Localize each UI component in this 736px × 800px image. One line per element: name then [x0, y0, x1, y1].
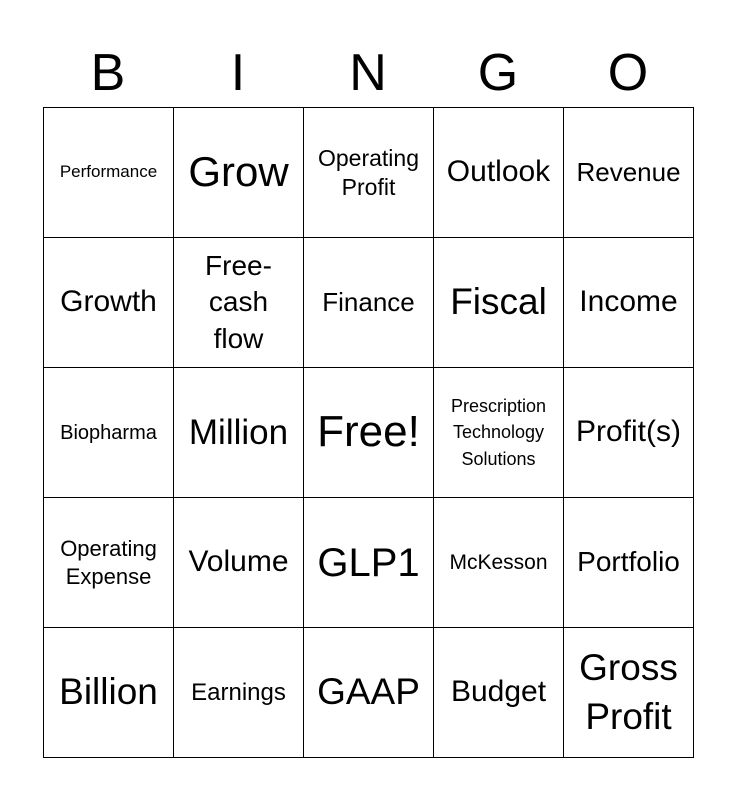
bingo-cell[interactable]: Gross Profit [564, 628, 694, 758]
bingo-cell[interactable]: Fiscal [434, 238, 564, 368]
bingo-cell[interactable]: GAAP [304, 628, 434, 758]
header-letter-o: O [607, 44, 649, 102]
bingo-cell[interactable]: Budget [434, 628, 564, 758]
header-letter-g: G [477, 44, 519, 102]
bingo-cell[interactable]: Biopharma [44, 368, 174, 498]
bingo-cell[interactable]: Operating Profit [304, 108, 434, 238]
bingo-cell[interactable]: Million [174, 368, 304, 498]
bingo-cell[interactable]: Free! [304, 368, 434, 498]
bingo-header [43, 38, 693, 108]
bingo-cell[interactable]: Portfolio [564, 498, 694, 628]
bingo-cell[interactable]: McKesson [434, 498, 564, 628]
bingo-cell[interactable]: Free-cash flow [174, 238, 304, 368]
bingo-cell[interactable]: Growth [44, 238, 174, 368]
bingo-cell[interactable]: Grow [174, 108, 304, 238]
bingo-cell[interactable]: Earnings [174, 628, 304, 758]
bingo-cell[interactable]: Prescription Technology Solutions [434, 368, 564, 498]
bingo-cell[interactable]: Revenue [564, 108, 694, 238]
bingo-cell[interactable]: Income [564, 238, 694, 368]
header-letter-n: N [349, 44, 387, 102]
bingo-cell[interactable]: Outlook [434, 108, 564, 238]
bingo-cell[interactable]: Profit(s) [564, 368, 694, 498]
bingo-cell[interactable]: Performance [44, 108, 174, 238]
header-letter-i: I [230, 44, 246, 102]
bingo-cell[interactable]: Volume [174, 498, 304, 628]
bingo-cell[interactable]: Finance [304, 238, 434, 368]
header-letter-b: B [90, 44, 126, 102]
bingo-cell[interactable]: GLP1 [304, 498, 434, 628]
bingo-cell[interactable]: Operating Expense [44, 498, 174, 628]
bingo-cell[interactable]: Billion [44, 628, 174, 758]
bingo-board [43, 107, 694, 758]
